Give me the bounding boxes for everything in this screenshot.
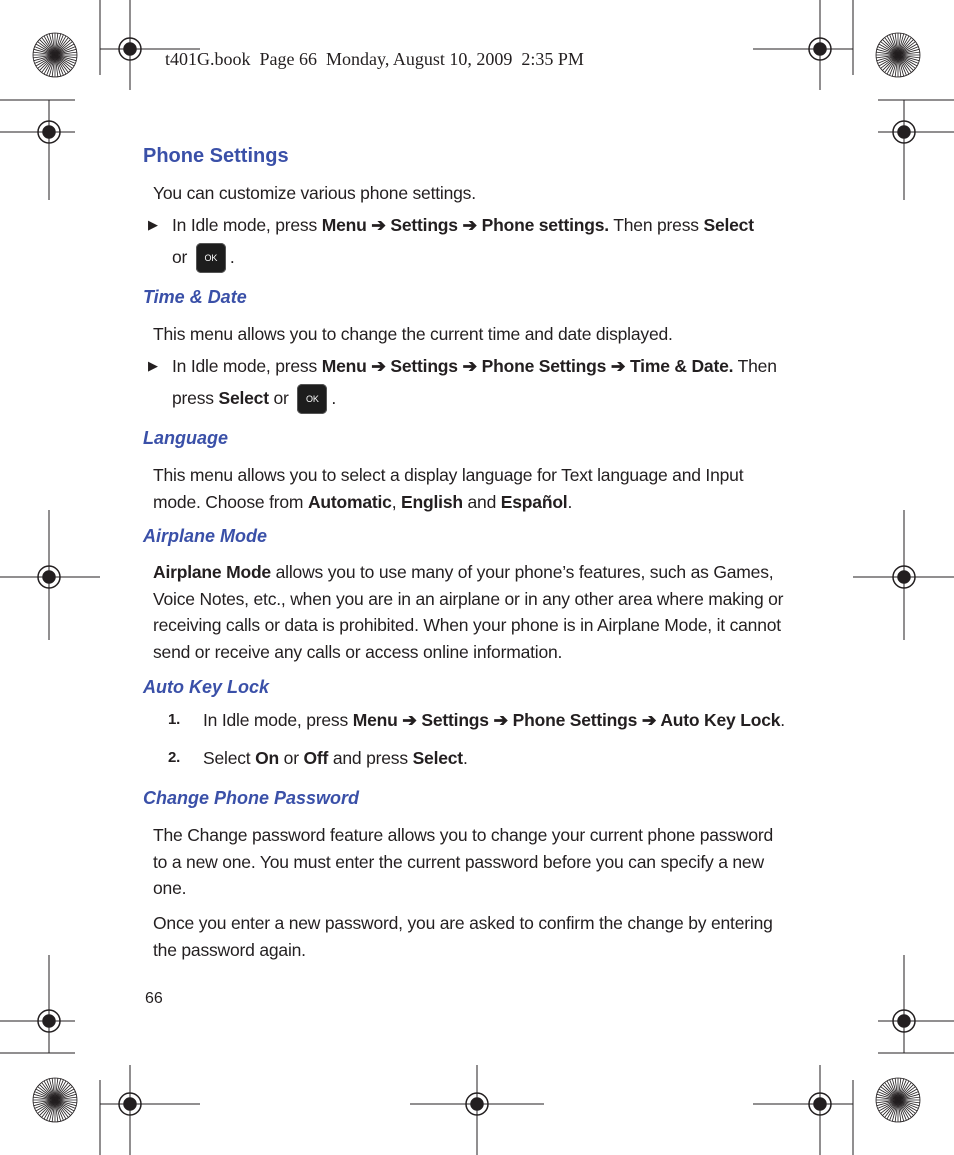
- book-header-line: t401G.book Page 66 Monday, August 10, 2009 2:35 PM: [165, 49, 584, 69]
- section-title-airplane-mode: Airplane Mode: [143, 526, 268, 546]
- airplane-paragraph: Airplane Mode allows you to use many of your phone’s features, such as Games, Voice Notes, etc., when you are in an airplane or in any other area where making or receiving calls or data is prohibited. When your phone is in Airplane Mode, it cannot send or receive any calls or access online information.: [153, 562, 784, 662]
- registration-target-dot: [814, 1098, 826, 1110]
- language-paragraph: This menu allows you to select a display language for Text language and Input mode. Choose from Automatic, English and Español.: [153, 465, 744, 512]
- phone-settings-bullet: [148, 209, 808, 273]
- bullet-arrow-icon: ▶: [148, 358, 158, 373]
- bullet-text: In Idle mode, press Menu ➔ Settings ➔ Phone Settings ➔ Time & Date. Then press Select or OK .: [172, 350, 808, 414]
- registration-target-dot: [124, 43, 136, 55]
- section-title-time-date: Time & Date: [143, 287, 247, 307]
- registration-target-dot: [43, 571, 55, 583]
- bullet-arrow-icon: ▶: [148, 217, 158, 232]
- registration-target-dot: [124, 1098, 136, 1110]
- change-password-paragraph-1: The Change password feature allows you to change your current phone password to a new one. You must enter the current password before you can specify a new one.: [153, 825, 774, 898]
- change-password-paragraph-2: Once you enter a new password, you are asked to confirm the change by entering the password again.: [153, 913, 773, 960]
- section-title-language: Language: [143, 428, 229, 448]
- registration-target-dot: [898, 126, 910, 138]
- registration-target-dot: [43, 126, 55, 138]
- phone-settings-intro: You can customize various phone settings.: [153, 183, 476, 203]
- registration-target-dot: [471, 1098, 483, 1110]
- registration-target-dot: [43, 1015, 55, 1027]
- section-title-phone-settings: Phone Settings: [143, 145, 289, 167]
- registration-target-dot: [898, 1015, 910, 1027]
- time-date-intro: This menu allows you to change the current time and date displayed.: [153, 324, 673, 344]
- page-number: 66: [145, 990, 163, 1007]
- ok-key-icon: OK: [297, 384, 327, 414]
- section-title-change-phone-password: Change Phone Password: [143, 788, 360, 808]
- ok-key-icon: OK: [196, 243, 226, 273]
- section-title-auto-key-lock: Auto Key Lock: [143, 677, 270, 697]
- bullet-text: In Idle mode, press Menu ➔ Settings ➔ Phone settings. Then press Select or OK .: [172, 209, 808, 273]
- registration-target-dot: [814, 43, 826, 55]
- time-date-bullet: [148, 350, 808, 414]
- registration-target-dot: [898, 571, 910, 583]
